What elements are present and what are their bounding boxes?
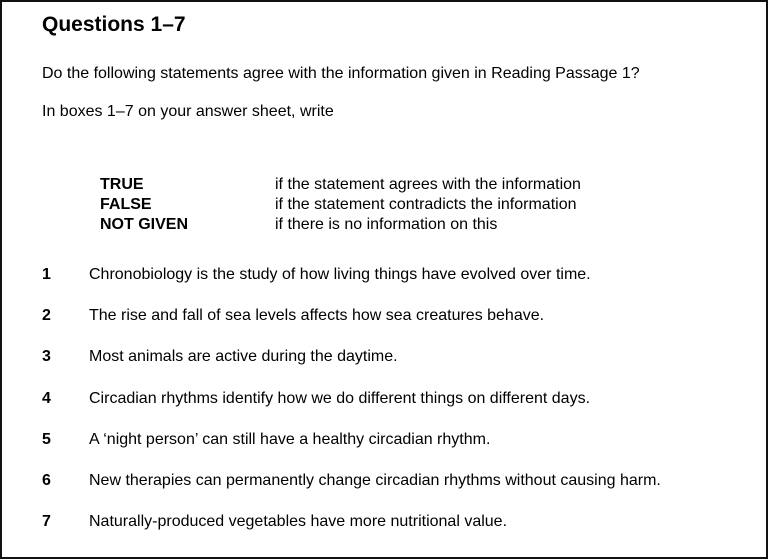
question-number: 1 xyxy=(42,266,51,283)
answer-key-definition: if there is no information on this xyxy=(275,216,498,233)
answer-key xyxy=(100,175,581,235)
question-number: 6 xyxy=(42,471,51,489)
section-heading: Questions 1–7 xyxy=(42,13,186,36)
answer-key-definition: if the statement agrees with the information xyxy=(275,176,581,193)
question-item xyxy=(42,347,661,388)
instruction-line: In boxes 1–7 on your answer sheet, write xyxy=(42,103,334,120)
answer-key-term: TRUE xyxy=(100,176,144,193)
answer-key-definition: if the statement contradicts the information xyxy=(275,196,577,213)
answer-key-term: FALSE xyxy=(100,196,152,213)
question-number: 3 xyxy=(42,348,51,366)
question-item xyxy=(42,471,661,512)
answer-key-row xyxy=(100,175,581,195)
instruction-line: Do the following statements agree with the information given in Reading Passage 1? xyxy=(42,65,640,82)
question-item xyxy=(42,265,661,306)
answer-key-row xyxy=(100,215,581,235)
question-text: A ‘night person’ can still have a healthy circadian rhythm. xyxy=(89,430,491,448)
question-number: 2 xyxy=(42,307,51,325)
question-list xyxy=(42,265,661,553)
question-item xyxy=(42,430,661,471)
question-item xyxy=(42,306,661,347)
question-number: 7 xyxy=(42,513,51,531)
question-text: Circadian rhythms identify how we do different things on different days. xyxy=(89,389,591,407)
question-number: 4 xyxy=(42,389,51,407)
question-text: The rise and fall of sea levels affects how sea creatures behave. xyxy=(89,307,545,325)
question-text: Chronobiology is the study of how living things have evolved over time. xyxy=(89,266,591,283)
question-text: Most animals are active during the daytime. xyxy=(89,348,398,366)
answer-key-term: NOT GIVEN xyxy=(100,216,189,233)
question-item xyxy=(42,512,661,553)
question-number: 5 xyxy=(42,430,51,448)
question-text: Naturally-produced vegetables have more nutritional value. xyxy=(89,513,508,531)
answer-key-row xyxy=(100,195,581,215)
question-item xyxy=(42,389,661,430)
question-text: New therapies can permanently change circadian rhythms without causing harm. xyxy=(89,471,661,489)
